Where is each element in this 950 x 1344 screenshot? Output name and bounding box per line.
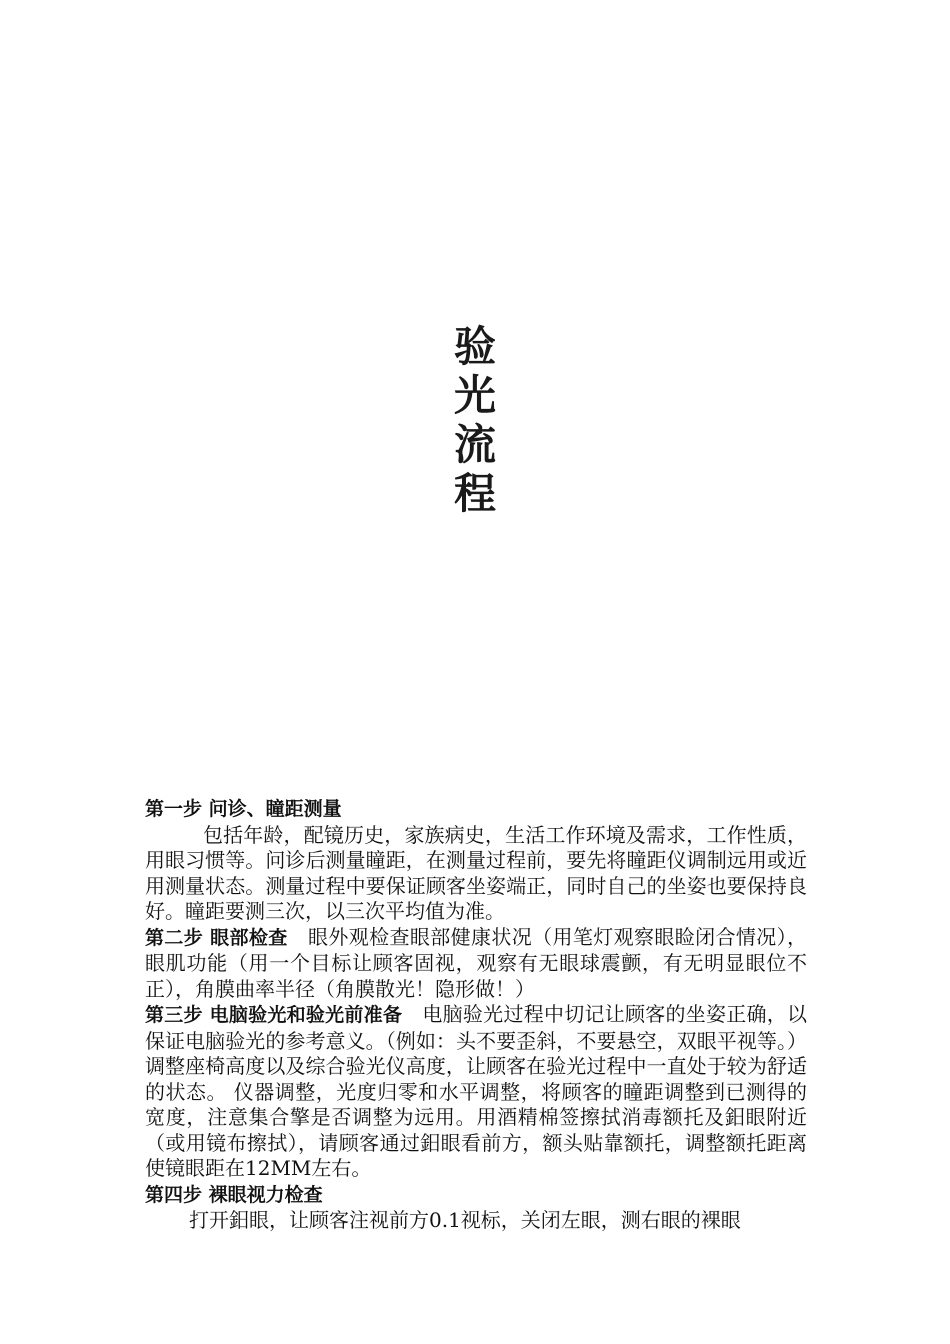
title-char-2: 光	[453, 371, 496, 420]
step-text: 包括年龄，配镜历史，家族病史，生活工作环境及需求，工作性质，用眼习惯等。问诊后测量瞳距，在测量过程前，要先将瞳距仪调制远用或近用测量状态。测量过程中要保证顾客坐姿端正，同时自己的坐姿也要保持良好。瞳距要测三次，以三次平均值为准。	[145, 822, 807, 923]
document-title	[425, 322, 525, 518]
step-4-paragraph	[145, 1208, 807, 1234]
step-1-heading	[145, 796, 807, 823]
title-char-4: 程	[453, 469, 496, 518]
step-1-paragraph	[145, 823, 807, 925]
step-heading: 第一步 问诊、瞳距测量	[145, 798, 342, 820]
step-heading: 第二步 眼部检查	[145, 926, 288, 949]
step-text: 电脑验光过程中切记让顾客的坐姿正确，以保证电脑验光的参考意义。（例如：头不要歪斜，不要悬空，双眼平视等。） 调整座椅高度以及综合验光仪高度，让顾客在验光过程中一直处于较为舒适的状态。 仪器调整，光度归零和水平调整，将顾客的瞳距调整到已测得的宽度，注意集合擎是否调整为远用。用酒精棉签擦拭消毒额托及鈤眼附近（或用镜布擦拭），请顾客通过鈤眼看前方，额头贴靠额托，调整额托距离使镜眼距在12MM左右。	[145, 1002, 807, 1180]
step-2-paragraph	[145, 925, 807, 1003]
title-char-3: 流	[453, 420, 496, 469]
step-heading: 第三步 电脑验光和验光前准备	[145, 1004, 403, 1026]
step-3-paragraph	[145, 1002, 807, 1182]
step-text: 眼外观检查眼部健康状况（用笔灯观察眼睑闭合情况），眼肌功能（用一个目标让顾客固视，观察有无眼球震颤，有无明显眼位不正），角膜曲率半径（角膜散光！隐形做！）	[145, 924, 807, 1001]
step-heading: 第四步 裸眼视力检查	[145, 1183, 323, 1206]
step-4-heading	[145, 1182, 807, 1209]
title-char-1: 验	[453, 322, 496, 371]
document-body	[145, 796, 807, 1234]
step-text: 打开鈤眼，让顾客注视前方0.1视标，关闭左眼，测右眼的裸眼	[189, 1208, 741, 1232]
